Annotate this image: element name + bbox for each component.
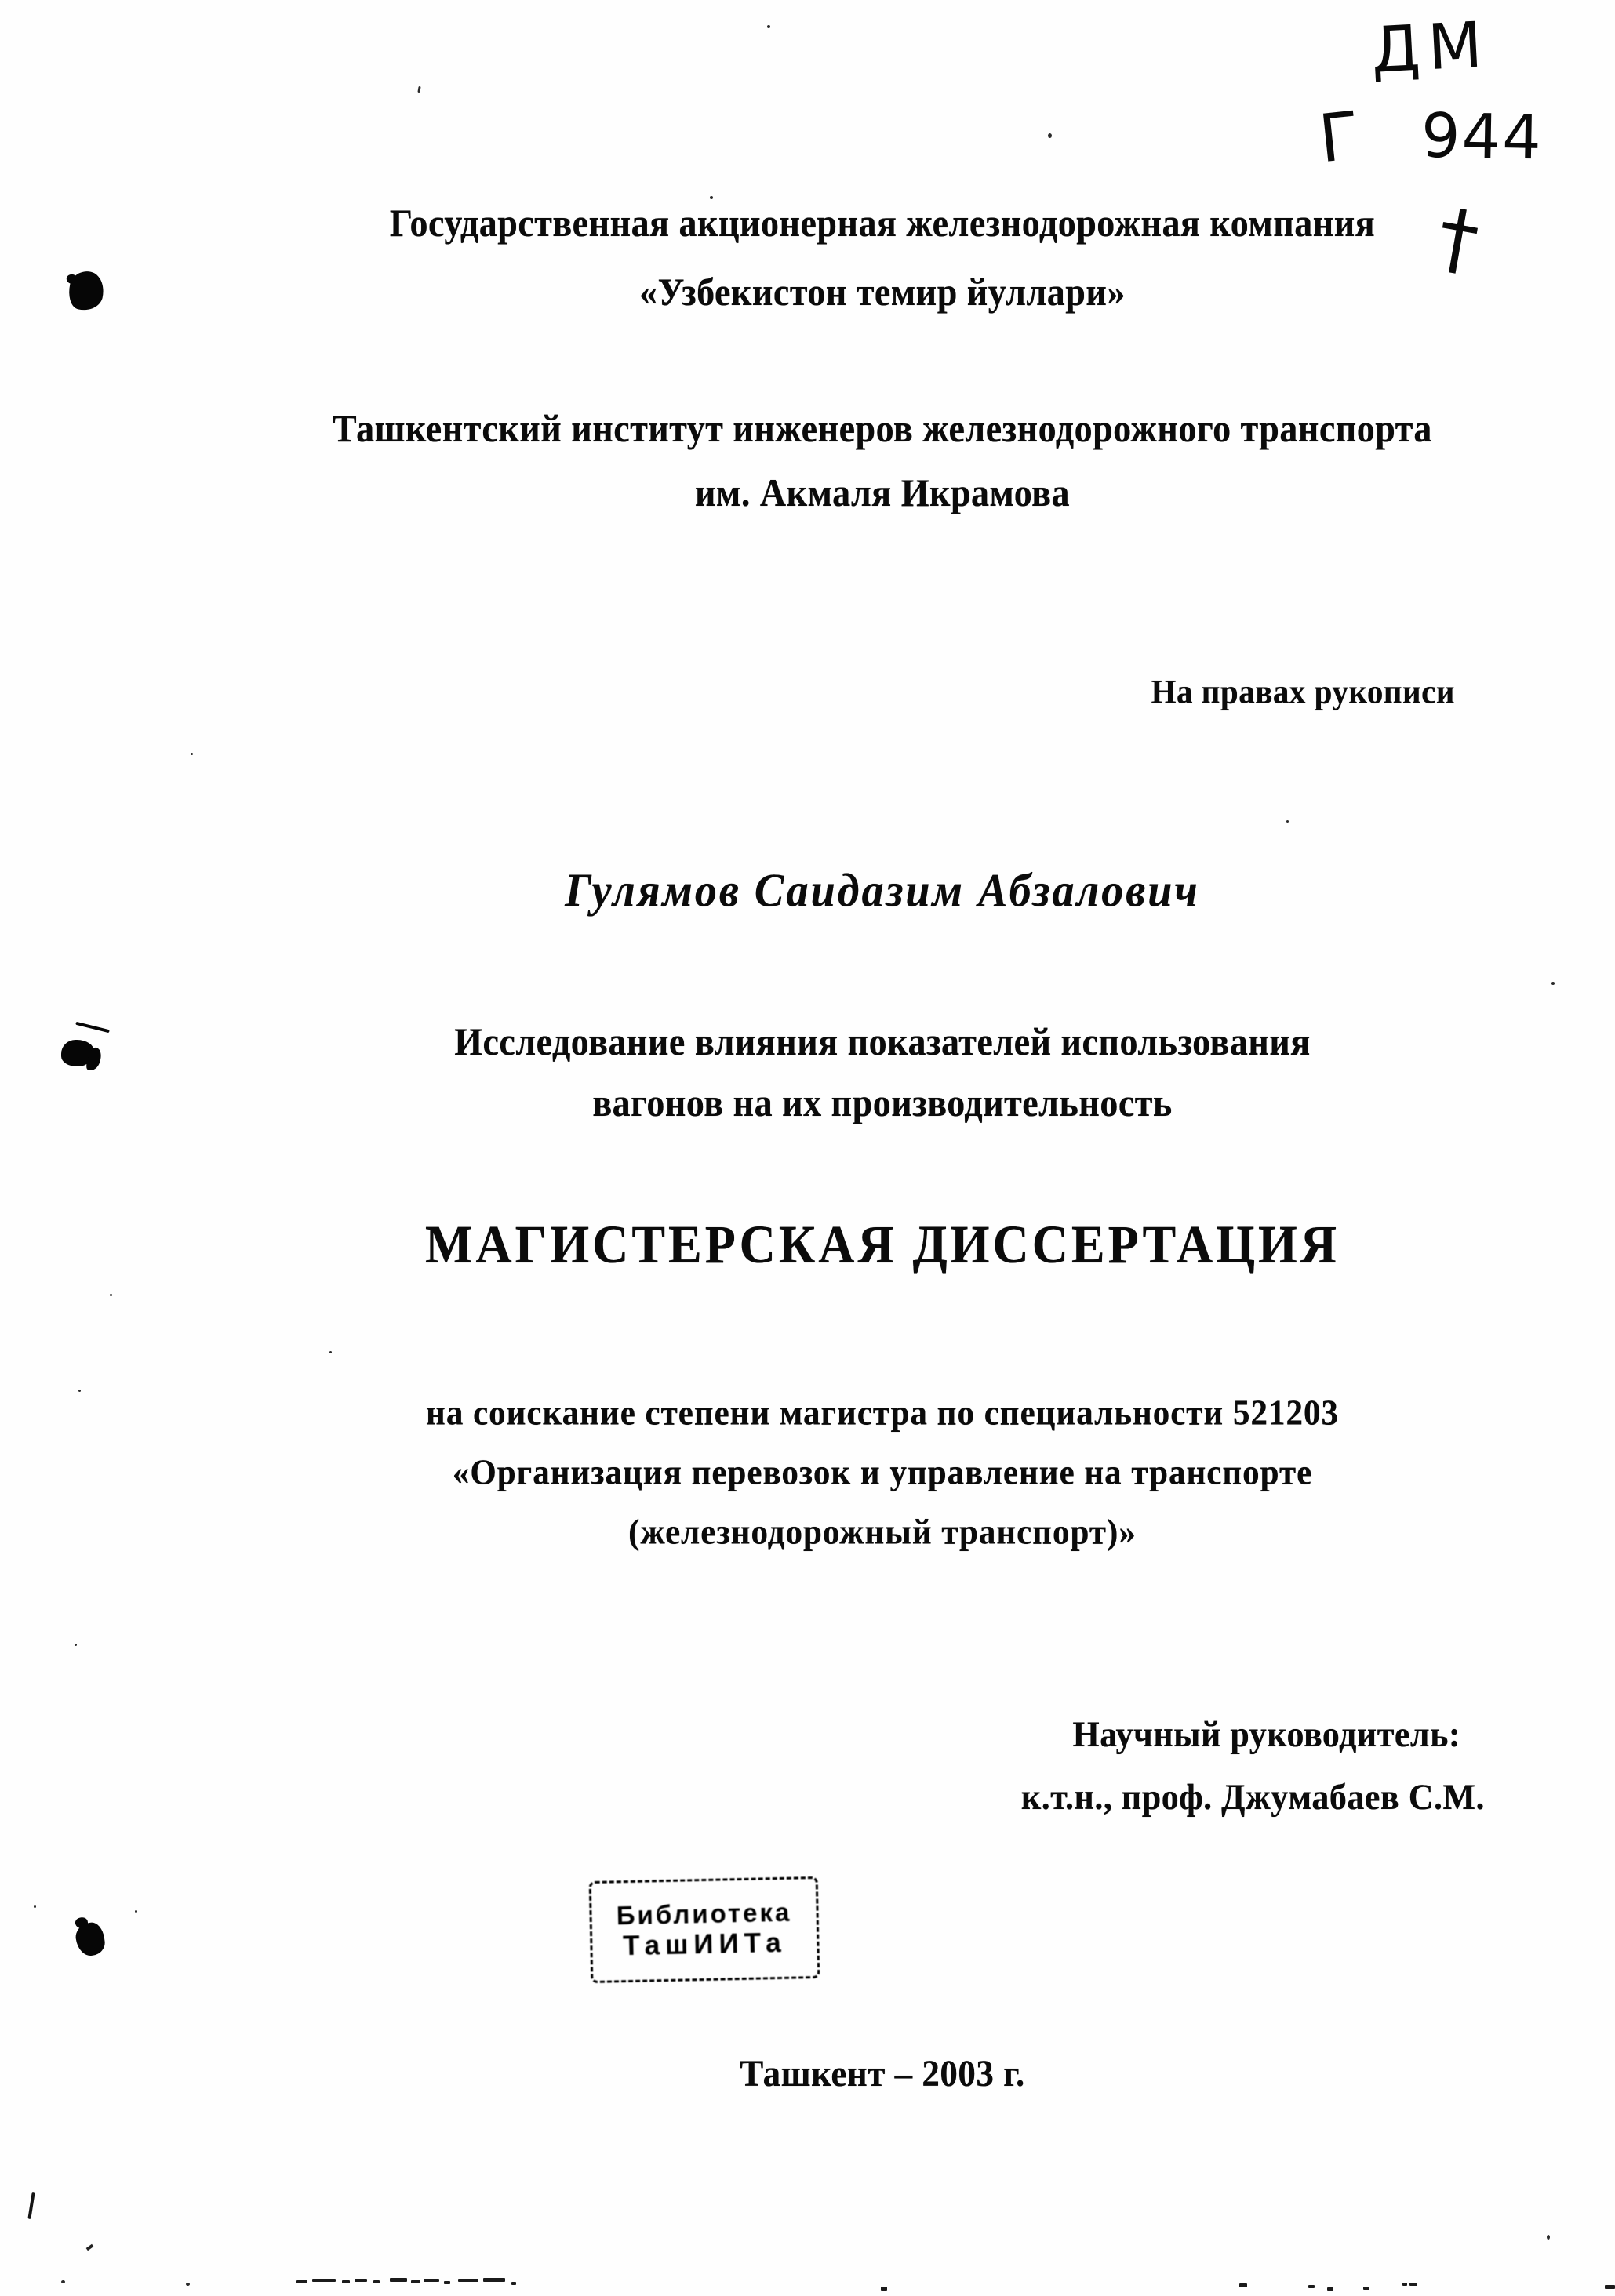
degree-specialty-line1: на соискание степени магистра по специальности 521203 bbox=[426, 1393, 1339, 1433]
scan-speck bbox=[1286, 820, 1289, 823]
scan-dash bbox=[458, 2279, 478, 2282]
scan-dash bbox=[444, 2281, 450, 2284]
ink-blot bbox=[74, 1921, 106, 1958]
scan-speck bbox=[135, 1910, 137, 1913]
scan-dash bbox=[1402, 2283, 1407, 2286]
scan-dash bbox=[355, 2279, 367, 2282]
scan-dash bbox=[411, 2280, 420, 2283]
company-name-line1: Государственная акционерная железнодорожная компания bbox=[389, 202, 1376, 245]
supervisor-label: Научный руководитель: bbox=[1072, 1713, 1460, 1755]
scan-speck bbox=[329, 1351, 332, 1353]
scan-speck bbox=[767, 25, 770, 28]
scan-speck bbox=[186, 2283, 190, 2286]
scan-speck bbox=[191, 753, 193, 755]
ink-streak bbox=[75, 1022, 110, 1034]
supervisor-name: к.т.н., проф. Джумабаев С.М. bbox=[1020, 1776, 1485, 1818]
library-stamp bbox=[589, 1876, 820, 1983]
scan-speck bbox=[1048, 133, 1052, 138]
institute-name-line1: Ташкентский институт инженеров железнодорожного транспорта bbox=[333, 407, 1432, 450]
manuscript-rights-note: На правах рукописи bbox=[1151, 672, 1455, 711]
degree-specialty-line3: (железнодорожный транспорт)» bbox=[628, 1513, 1137, 1553]
scan-speck bbox=[1551, 982, 1555, 985]
institute-name-line2: им. Акмаля Икрамова bbox=[695, 471, 1070, 514]
thesis-title-line2: вагонов на их производительность bbox=[592, 1081, 1173, 1124]
scan-dash bbox=[483, 2278, 505, 2282]
scan-dash bbox=[1409, 2283, 1417, 2286]
scan-speck bbox=[710, 196, 713, 199]
scan-dash bbox=[1363, 2287, 1369, 2290]
ink-blot bbox=[61, 1040, 94, 1066]
scan-speck bbox=[61, 2280, 65, 2283]
scan-speck bbox=[1547, 2235, 1550, 2240]
scan-dash bbox=[1605, 2285, 1615, 2289]
degree-specialty-line2: «Организация перевозок и управление на транспорте bbox=[452, 1453, 1313, 1493]
handwritten-code-dm: ДМ bbox=[1369, 8, 1492, 87]
document-type-heading: МАГИСТЕРСКАЯ ДИССЕРТАЦИЯ bbox=[425, 1215, 1340, 1275]
handwritten-code-letter: Г bbox=[1315, 96, 1364, 178]
scan-speck bbox=[110, 1294, 112, 1296]
scan-dash bbox=[373, 2280, 380, 2283]
library-stamp-line1: Библиотека bbox=[616, 1897, 792, 1930]
scan-dash bbox=[1239, 2283, 1247, 2287]
ink-blot bbox=[65, 268, 107, 314]
handwritten-code-number: 944 bbox=[1420, 100, 1544, 174]
pen-stroke bbox=[27, 2192, 35, 2219]
scan-dash bbox=[424, 2279, 439, 2282]
footer-city-year: Ташкент – 2003 г. bbox=[740, 2052, 1025, 2094]
company-name-line2: «Узбекистон темир йуллари» bbox=[639, 271, 1126, 314]
scan-dash bbox=[1327, 2287, 1333, 2291]
scan-speck bbox=[417, 86, 420, 93]
library-stamp-line2: ТашИИТа bbox=[622, 1927, 787, 1962]
scan-dash bbox=[1308, 2285, 1315, 2288]
scan-speck bbox=[78, 1390, 81, 1392]
scan-speck bbox=[34, 1905, 36, 1908]
scan-tick-mark bbox=[86, 2244, 94, 2251]
scan-dash bbox=[312, 2279, 336, 2282]
scan-dash bbox=[296, 2280, 307, 2283]
scan-dash bbox=[342, 2280, 350, 2283]
scan-dash bbox=[511, 2282, 516, 2285]
scan-dash bbox=[390, 2278, 407, 2282]
scan-dash bbox=[881, 2287, 887, 2291]
handwritten-cross-mark: † bbox=[1431, 190, 1486, 288]
thesis-title-line1: Исследование влияния показателей использования bbox=[454, 1020, 1311, 1063]
scan-speck bbox=[75, 1644, 77, 1646]
author-name: Гулямов Саидазим Абзалович bbox=[565, 865, 1200, 917]
